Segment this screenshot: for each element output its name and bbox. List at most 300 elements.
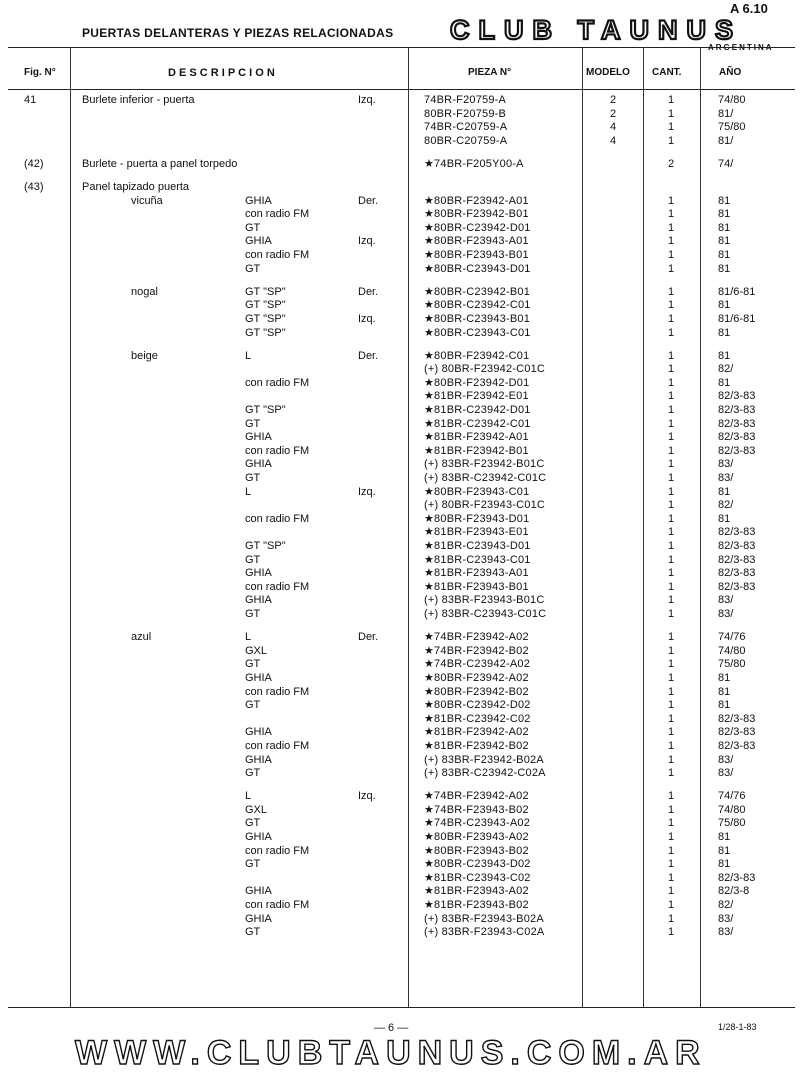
cell-qty: 1 (668, 512, 675, 525)
cell-qty: 1 (668, 94, 675, 106)
table-row (0, 390, 800, 404)
logo-subtitle: ARGENTINA (708, 43, 774, 52)
cell-year: 82/3-83 (718, 526, 756, 539)
cell-qty: 1 (668, 285, 675, 298)
cell-year: 81 (718, 512, 731, 525)
cell-year: 82/ (718, 499, 734, 512)
cell-part: ★80BR-F23942-A02 (424, 671, 529, 684)
cell-qty: 1 (668, 567, 675, 580)
table-row (0, 299, 800, 313)
cell-var: GHIA (245, 194, 272, 207)
table-row (0, 790, 800, 804)
cell-var: GT (245, 262, 261, 275)
cell-var: GT (245, 926, 261, 939)
cell-year: 81 (718, 485, 731, 498)
table-row (0, 513, 800, 527)
cell-part: ★80BR-C23943-D02 (424, 858, 531, 871)
cell-part: (+) 83BR-F23943-B01C (424, 594, 545, 607)
club-taunus-logo (448, 15, 793, 45)
cell-var: GT "SP" (245, 312, 286, 325)
cell-qty: 1 (668, 912, 675, 925)
table-row (0, 286, 800, 300)
cell-year: 74/80 (718, 803, 746, 816)
table-row (0, 121, 800, 135)
table-row (0, 135, 800, 149)
cell-year: 81/6-81 (718, 285, 756, 298)
table-row (0, 350, 800, 364)
page-code: A 6.10 (730, 1, 768, 16)
cell-qty: 1 (668, 658, 675, 671)
cell-var: GT (245, 767, 261, 780)
table-row (0, 817, 800, 831)
cell-part: ★74BR-C23943-A02 (424, 817, 531, 830)
cell-qty: 1 (668, 685, 675, 698)
cell-qty: 1 (668, 194, 675, 207)
cell-year: 81 (718, 194, 731, 207)
cell-var: GHIA (245, 885, 272, 898)
table-row (0, 158, 800, 172)
table-row (0, 363, 800, 377)
cell-qty: 1 (668, 312, 675, 325)
cell-part: (+) 83BR-C23943-C01C (424, 608, 547, 620)
cell-qty: 1 (668, 107, 675, 120)
cell-qty: 1 (668, 235, 675, 248)
table-rule-bottom (8, 1007, 795, 1008)
cell-year: 74/76 (718, 631, 746, 644)
cell-sub: azul (131, 631, 152, 644)
cell-var: GT (245, 858, 261, 871)
table-row (0, 581, 800, 595)
cell-var: GHIA (245, 726, 272, 739)
cell-year: 83/ (718, 767, 734, 780)
cell-year: 81 (718, 326, 731, 339)
table-row (0, 327, 800, 341)
page-number: — 6 — (374, 1022, 409, 1034)
cell-year: 82/3-83 (718, 404, 756, 416)
cell-qty: 1 (668, 671, 675, 684)
cell-var: L (245, 631, 252, 644)
cell-part: ★80BR-F23942-A01 (424, 194, 529, 207)
cell-part: (+) 83BR-F23943-C02A (424, 926, 545, 939)
cell-var: GHIA (245, 567, 272, 580)
col-header-descripcion: D E S C R I P C I O N (168, 67, 275, 79)
cell-year: 82/3-83 (718, 726, 756, 739)
cell-side: Der. (358, 349, 379, 362)
table-row (0, 181, 800, 195)
cell-qty: 1 (668, 458, 675, 471)
cell-part: ★81BR-F23942-A02 (424, 726, 529, 739)
cell-part: (+) 83BR-C23942-C02A (424, 767, 546, 780)
cell-part: 80BR-C20759-A (424, 134, 508, 147)
cell-qty: 1 (668, 221, 675, 234)
cell-part: ★80BR-F23942-D01 (424, 376, 530, 389)
cell-var: GT (245, 417, 261, 430)
cell-mod: 4 (610, 121, 617, 134)
cell-qty: 2 (668, 157, 675, 170)
cell-side: Der. (358, 194, 379, 207)
cell-year: 81/ (718, 107, 734, 120)
cell-var: GHIA (245, 235, 272, 248)
cell-year: 74/76 (718, 790, 746, 803)
cell-qty: 1 (668, 885, 675, 898)
cell-year: 83/ (718, 912, 734, 925)
cell-year: 82/3-83 (718, 540, 756, 552)
cell-year: 82/3-83 (718, 739, 756, 752)
cell-year: 82/3-83 (718, 871, 756, 884)
cell-part: ★81BR-F23942-B01 (424, 444, 529, 457)
cell-var: con radio FM (245, 899, 310, 911)
cell-year: 83/ (718, 608, 734, 620)
cell-year: 81 (718, 262, 731, 275)
cell-year: 82/3-83 (718, 390, 756, 403)
table-row (0, 540, 800, 554)
cell-var: con radio FM (245, 685, 310, 698)
cell-side: Der. (358, 631, 379, 644)
cell-qty: 1 (668, 790, 675, 803)
cell-part: ★81BR-C23943-D01 (424, 540, 531, 552)
cell-year: 83/ (718, 472, 734, 484)
table-row (0, 686, 800, 700)
cell-qty: 1 (668, 390, 675, 403)
cell-qty: 1 (668, 472, 675, 484)
cell-side: Izq. (358, 790, 376, 803)
cell-year: 81/6-81 (718, 312, 756, 325)
cell-qty: 1 (668, 739, 675, 752)
cell-part: ★80BR-C23942-C01 (424, 299, 531, 312)
cell-part: ★81BR-F23942-B02 (424, 739, 529, 752)
cell-part: ★81BR-F23942-A01 (424, 431, 529, 444)
cell-year: 81 (718, 699, 731, 712)
col-header-cant: CANT. (652, 67, 682, 78)
cell-qty: 1 (668, 871, 675, 884)
cell-qty: 1 (668, 363, 675, 376)
cell-part: ★80BR-C23942-B01 (424, 285, 531, 298)
table-row (0, 499, 800, 513)
cell-year: 81 (718, 844, 731, 857)
cell-year: 82/3-83 (718, 444, 756, 457)
table-row (0, 913, 800, 927)
cell-part: ★81BR-F23943-B02 (424, 899, 529, 911)
cell-qty: 1 (668, 631, 675, 644)
table-row (0, 831, 800, 845)
cell-year: 83/ (718, 458, 734, 471)
cell-year: 75/80 (718, 817, 746, 830)
cell-var: GT "SP" (245, 404, 286, 416)
cell-part: ★80BR-F23943-C01 (424, 485, 530, 498)
cell-var: GXL (245, 803, 268, 816)
cell-part: ★81BR-F23943-A02 (424, 885, 529, 898)
cell-var: GHIA (245, 671, 272, 684)
cell-var: GT (245, 699, 261, 712)
cell-qty: 1 (668, 726, 675, 739)
table-row (0, 195, 800, 209)
cell-qty: 1 (668, 417, 675, 430)
cell-qty: 1 (668, 121, 675, 134)
cell-part: ★80BR-C23943-C01 (424, 326, 531, 339)
cell-desc: Panel tapizado puerta (82, 181, 190, 193)
cell-var: con radio FM (245, 844, 310, 857)
cell-year: 81 (718, 376, 731, 389)
cell-part: ★80BR-F23943-D01 (424, 512, 530, 525)
cell-side: Der. (358, 285, 379, 298)
table-row (0, 404, 800, 418)
table-row (0, 249, 800, 263)
cell-side: Izq. (358, 312, 376, 325)
cell-var: GHIA (245, 431, 272, 444)
cell-year: 81 (718, 858, 731, 871)
cell-var: con radio FM (245, 444, 310, 457)
cell-qty: 1 (668, 326, 675, 339)
cell-part: ★74BR-F205Y00-A (424, 157, 524, 170)
cell-year: 81 (718, 249, 731, 261)
cell-sub: beige (131, 349, 158, 362)
cell-year: 81 (718, 831, 731, 843)
table-row (0, 263, 800, 277)
cell-side: Izq. (358, 485, 376, 498)
cell-qty: 1 (668, 831, 675, 843)
cell-qty: 1 (668, 208, 675, 221)
cell-part: ★81BR-C23943-C02 (424, 871, 531, 884)
cell-qty: 1 (668, 262, 675, 275)
cell-year: 82/3-83 (718, 431, 756, 444)
cell-desc: Burlete inferior - puerta (82, 94, 195, 106)
cell-var: GHIA (245, 912, 272, 925)
cell-var: GT (245, 472, 261, 484)
cell-part: ★81BR-F23942-E01 (424, 390, 529, 403)
table-row (0, 726, 800, 740)
cell-part: ★80BR-F23942-C01 (424, 349, 530, 362)
cell-var: GXL (245, 644, 268, 657)
cell-qty: 1 (668, 299, 675, 312)
table-row (0, 208, 800, 222)
cell-mod: 4 (610, 134, 617, 147)
cell-var: con radio FM (245, 512, 310, 525)
cell-part: ★74BR-F23942-B02 (424, 644, 529, 657)
cell-part: ★80BR-F23943-A02 (424, 831, 529, 843)
table-row (0, 885, 800, 899)
cell-year: 82/ (718, 363, 734, 376)
cell-qty: 1 (668, 134, 675, 147)
cell-year: 82/3-83 (718, 712, 756, 725)
cell-var: con radio FM (245, 580, 310, 593)
cell-var: L (245, 790, 252, 803)
cell-part: (+) 83BR-C23942-C01C (424, 472, 547, 484)
table-row (0, 608, 800, 622)
cell-side: Izq. (358, 235, 376, 248)
cell-var: GT (245, 221, 261, 234)
cell-var: GT "SP" (245, 299, 286, 312)
table-row (0, 458, 800, 472)
cell-year: 81/ (718, 134, 734, 147)
cell-year: 82/3-83 (718, 567, 756, 580)
cell-year: 81 (718, 208, 731, 221)
cell-qty: 1 (668, 803, 675, 816)
table-row (0, 108, 800, 122)
cell-year: 82/3-83 (718, 417, 756, 430)
cell-part: ★74BR-F23942-A02 (424, 631, 529, 644)
cell-var: GHIA (245, 831, 272, 843)
cell-year: 82/ (718, 899, 734, 911)
cell-qty: 1 (668, 608, 675, 620)
cell-var: GT "SP" (245, 540, 286, 552)
table-row (0, 472, 800, 486)
cell-qty: 1 (668, 580, 675, 593)
table-row (0, 754, 800, 768)
cell-part: ★80BR-F23942-B01 (424, 208, 529, 221)
cell-part: ★74BR-C23942-A02 (424, 658, 531, 671)
table-row (0, 804, 800, 818)
table-row (0, 554, 800, 568)
cell-part: ★81BR-C23942-C01 (424, 417, 531, 430)
cell-desc: Burlete - puerta a panel torpedo (82, 157, 238, 170)
cell-part: (+) 80BR-F23942-C01C (424, 363, 546, 376)
cell-qty: 1 (668, 249, 675, 261)
cell-var: GHIA (245, 753, 272, 766)
col-header-pieza: PIEZA N° (468, 67, 512, 78)
cell-var: GT "SP" (245, 326, 286, 339)
cell-fig: (43) (24, 181, 44, 193)
cell-var: con radio FM (245, 208, 310, 221)
cell-part: ★74BR-F23943-B02 (424, 803, 529, 816)
cell-year: 83/ (718, 753, 734, 766)
cell-part: ★80BR-C23942-D02 (424, 699, 531, 712)
cell-part: 74BR-C20759-A (424, 121, 508, 134)
cell-var: con radio FM (245, 376, 310, 389)
cell-part: ★80BR-F23943-B01 (424, 249, 529, 261)
cell-year: 81 (718, 299, 731, 312)
cell-qty: 1 (668, 553, 675, 566)
cell-var: L (245, 485, 252, 498)
cell-qty: 1 (668, 485, 675, 498)
cell-qty: 1 (668, 540, 675, 552)
cell-part: ★81BR-F23943-A01 (424, 567, 529, 580)
cell-part: 80BR-F20759-B (424, 107, 507, 120)
cell-var: GT (245, 553, 261, 566)
table-row (0, 222, 800, 236)
cell-year: 82/3-83 (718, 580, 756, 593)
cell-year: 81 (718, 685, 731, 698)
cell-var: GT (245, 608, 261, 620)
table-row (0, 672, 800, 686)
cell-qty: 1 (668, 526, 675, 539)
col-header-modelo: MODELO (586, 67, 630, 78)
cell-year: 74/80 (718, 644, 746, 657)
cell-part: (+) 80BR-F23943-C01C (424, 499, 546, 512)
cell-year: 81 (718, 235, 731, 248)
table-row (0, 431, 800, 445)
table-row (0, 872, 800, 886)
cell-var: GT (245, 658, 261, 671)
cell-year: 83/ (718, 926, 734, 939)
cell-side: Izq. (358, 94, 376, 106)
table-row (0, 418, 800, 432)
cell-year: 75/80 (718, 658, 746, 671)
table-row (0, 899, 800, 913)
cell-sub: nogal (131, 285, 158, 298)
cell-part: ★81BR-F23943-E01 (424, 526, 529, 539)
cell-var: con radio FM (245, 739, 310, 752)
cell-qty: 1 (668, 444, 675, 457)
cell-part: (+) 83BR-F23943-B02A (424, 912, 544, 925)
cell-part: ★74BR-F23942-A02 (424, 790, 529, 803)
cell-qty: 1 (668, 767, 675, 780)
table-row (0, 377, 800, 391)
table-row (0, 526, 800, 540)
cell-year: 74/80 (718, 94, 746, 106)
cell-part: (+) 83BR-F23942-B02A (424, 753, 544, 766)
logo-text: CLUB TAUNUS (450, 15, 742, 45)
cell-year: 75/80 (718, 121, 746, 134)
cell-qty: 1 (668, 499, 675, 512)
header-rule-top (8, 47, 795, 48)
print-date: 1/28-1-83 (718, 1022, 757, 1032)
cell-part: ★80BR-F23942-B02 (424, 685, 529, 698)
cell-qty: 1 (668, 712, 675, 725)
cell-part: 74BR-F20759-A (424, 94, 507, 106)
table-row (0, 594, 800, 608)
cell-part: ★81BR-C23943-C01 (424, 553, 531, 566)
section-title: PUERTAS DELANTERAS Y PIEZAS RELACIONADAS (82, 26, 394, 40)
cell-qty: 1 (668, 926, 675, 939)
cell-year: 83/ (718, 594, 734, 607)
cell-qty: 1 (668, 404, 675, 416)
table-row (0, 645, 800, 659)
table-row (0, 445, 800, 459)
cell-mod: 2 (610, 107, 617, 120)
cell-var: GHIA (245, 458, 272, 471)
cell-part: ★81BR-C23942-C02 (424, 712, 531, 725)
cell-var: L (245, 349, 252, 362)
cell-qty: 1 (668, 699, 675, 712)
cell-year: 82/3-83 (718, 553, 756, 566)
cell-year: 81 (718, 349, 731, 362)
cell-year: 82/3-8 (718, 885, 750, 898)
table-row (0, 94, 800, 108)
table-row (0, 845, 800, 859)
cell-fig: (42) (24, 157, 44, 170)
cell-var: GT "SP" (245, 285, 286, 298)
cell-qty: 1 (668, 858, 675, 871)
cell-year: 81 (718, 221, 731, 234)
table-row (0, 658, 800, 672)
cell-var: GT (245, 817, 261, 830)
table-row (0, 313, 800, 327)
table-row (0, 926, 800, 940)
cell-part: ★80BR-F23943-B02 (424, 844, 529, 857)
header-rule-bottom (8, 89, 795, 90)
cell-year: 81 (718, 671, 731, 684)
cell-year: 74/ (718, 157, 734, 170)
cell-mod: 2 (610, 94, 617, 106)
cell-qty: 1 (668, 753, 675, 766)
col-header-fig: Fig. N° (24, 67, 56, 78)
table-row (0, 486, 800, 500)
cell-part: ★80BR-C23942-D01 (424, 221, 531, 234)
table-row (0, 235, 800, 249)
cell-part: ★80BR-C23943-B01 (424, 312, 531, 325)
table-row (0, 767, 800, 781)
cell-part: ★81BR-C23942-D01 (424, 404, 531, 416)
cell-qty: 1 (668, 644, 675, 657)
table-row (0, 713, 800, 727)
cell-qty: 1 (668, 899, 675, 911)
cell-qty: 1 (668, 376, 675, 389)
cell-sub: vicuña (131, 194, 163, 207)
col-header-ano: AÑO (719, 67, 742, 78)
cell-part: ★80BR-F23943-A01 (424, 235, 529, 248)
table-row (0, 858, 800, 872)
website-url: WWW.CLUBTAUNUS.COM.AR (75, 1034, 707, 1072)
